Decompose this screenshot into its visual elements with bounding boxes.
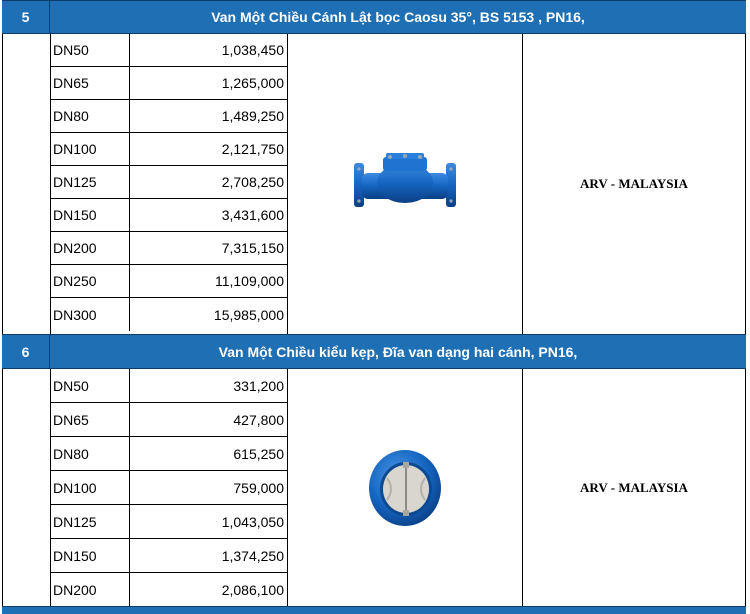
section-5-header bbox=[2, 0, 746, 34]
number-column bbox=[3, 34, 51, 334]
price-cell: 2,086,100 bbox=[221, 581, 284, 598]
table-row bbox=[50, 369, 287, 403]
table-row bbox=[50, 67, 287, 100]
section-title: Van Một Chiều Cánh Lật bọc Caosu 35°, BS 5153 , PN16, bbox=[211, 9, 585, 25]
table-row bbox=[50, 166, 287, 199]
swing-check-valve-icon bbox=[350, 149, 460, 219]
product-image-cell bbox=[287, 34, 523, 334]
price-cell: 331,200 bbox=[233, 377, 284, 394]
price-cell: 1,043,050 bbox=[221, 513, 284, 530]
brand-label: ARV - MALAYSIA bbox=[580, 479, 688, 495]
section-6-body bbox=[2, 369, 746, 606]
table-row bbox=[50, 573, 287, 606]
price-cell: 2,121,750 bbox=[221, 141, 284, 157]
section-title: Van Một Chiều kiểu kẹp, Đĩa van dạng hai cánh, PN16, bbox=[218, 343, 578, 360]
size-cell: DN100 bbox=[50, 133, 130, 165]
table-row bbox=[50, 539, 287, 573]
price-cell: 11,109,000 bbox=[214, 273, 284, 289]
number-column bbox=[3, 369, 51, 606]
price-cell: 1,374,250 bbox=[221, 547, 284, 564]
section-number: 5 bbox=[2, 1, 50, 33]
size-cell: DN150 bbox=[50, 199, 130, 231]
size-cell: DN150 bbox=[50, 539, 130, 572]
size-cell: DN50 bbox=[50, 369, 130, 402]
size-cell: DN250 bbox=[50, 265, 130, 297]
price-cell: 2,708,250 bbox=[221, 174, 284, 190]
size-price-list bbox=[50, 369, 287, 606]
price-cell: 7,315,150 bbox=[221, 240, 284, 256]
wafer-check-valve-icon bbox=[365, 448, 445, 528]
size-cell: DN65 bbox=[50, 67, 130, 99]
table-row bbox=[50, 403, 287, 437]
table-row bbox=[50, 298, 287, 331]
price-cell: 15,985,000 bbox=[213, 306, 284, 323]
section-6-header bbox=[2, 334, 746, 369]
table-row bbox=[50, 471, 287, 505]
price-cell: 615,250 bbox=[233, 445, 284, 462]
size-cell: DN50 bbox=[50, 34, 130, 66]
size-cell: DN125 bbox=[50, 166, 130, 198]
table-row bbox=[50, 265, 287, 298]
price-cell: 759,000 bbox=[233, 479, 284, 496]
price-cell: 1,038,450 bbox=[221, 42, 284, 58]
section-number: 6 bbox=[2, 335, 50, 368]
section-5-body bbox=[2, 34, 746, 334]
price-cell: 3,431,600 bbox=[221, 207, 284, 223]
table-row bbox=[50, 232, 287, 265]
price-cell: 1,489,250 bbox=[221, 108, 284, 124]
table-row bbox=[50, 505, 287, 539]
size-cell: DN200 bbox=[50, 573, 130, 606]
size-cell: DN80 bbox=[50, 100, 130, 132]
price-cell: 1,265,000 bbox=[221, 75, 284, 91]
size-cell: DN300 bbox=[50, 298, 130, 331]
price-cell: 427,800 bbox=[233, 411, 284, 428]
product-image-cell bbox=[287, 369, 523, 606]
table-row bbox=[50, 437, 287, 471]
table-row bbox=[50, 199, 287, 232]
table-row bbox=[50, 100, 287, 133]
size-cell: DN200 bbox=[50, 232, 130, 264]
size-cell: DN65 bbox=[50, 403, 130, 436]
table-row bbox=[50, 34, 287, 67]
size-cell: DN100 bbox=[50, 471, 130, 504]
table-row bbox=[50, 133, 287, 166]
size-price-list bbox=[50, 34, 287, 331]
size-cell: DN125 bbox=[50, 505, 130, 538]
brand-label: ARV - MALAYSIA bbox=[580, 176, 688, 191]
size-cell: DN80 bbox=[50, 437, 130, 470]
